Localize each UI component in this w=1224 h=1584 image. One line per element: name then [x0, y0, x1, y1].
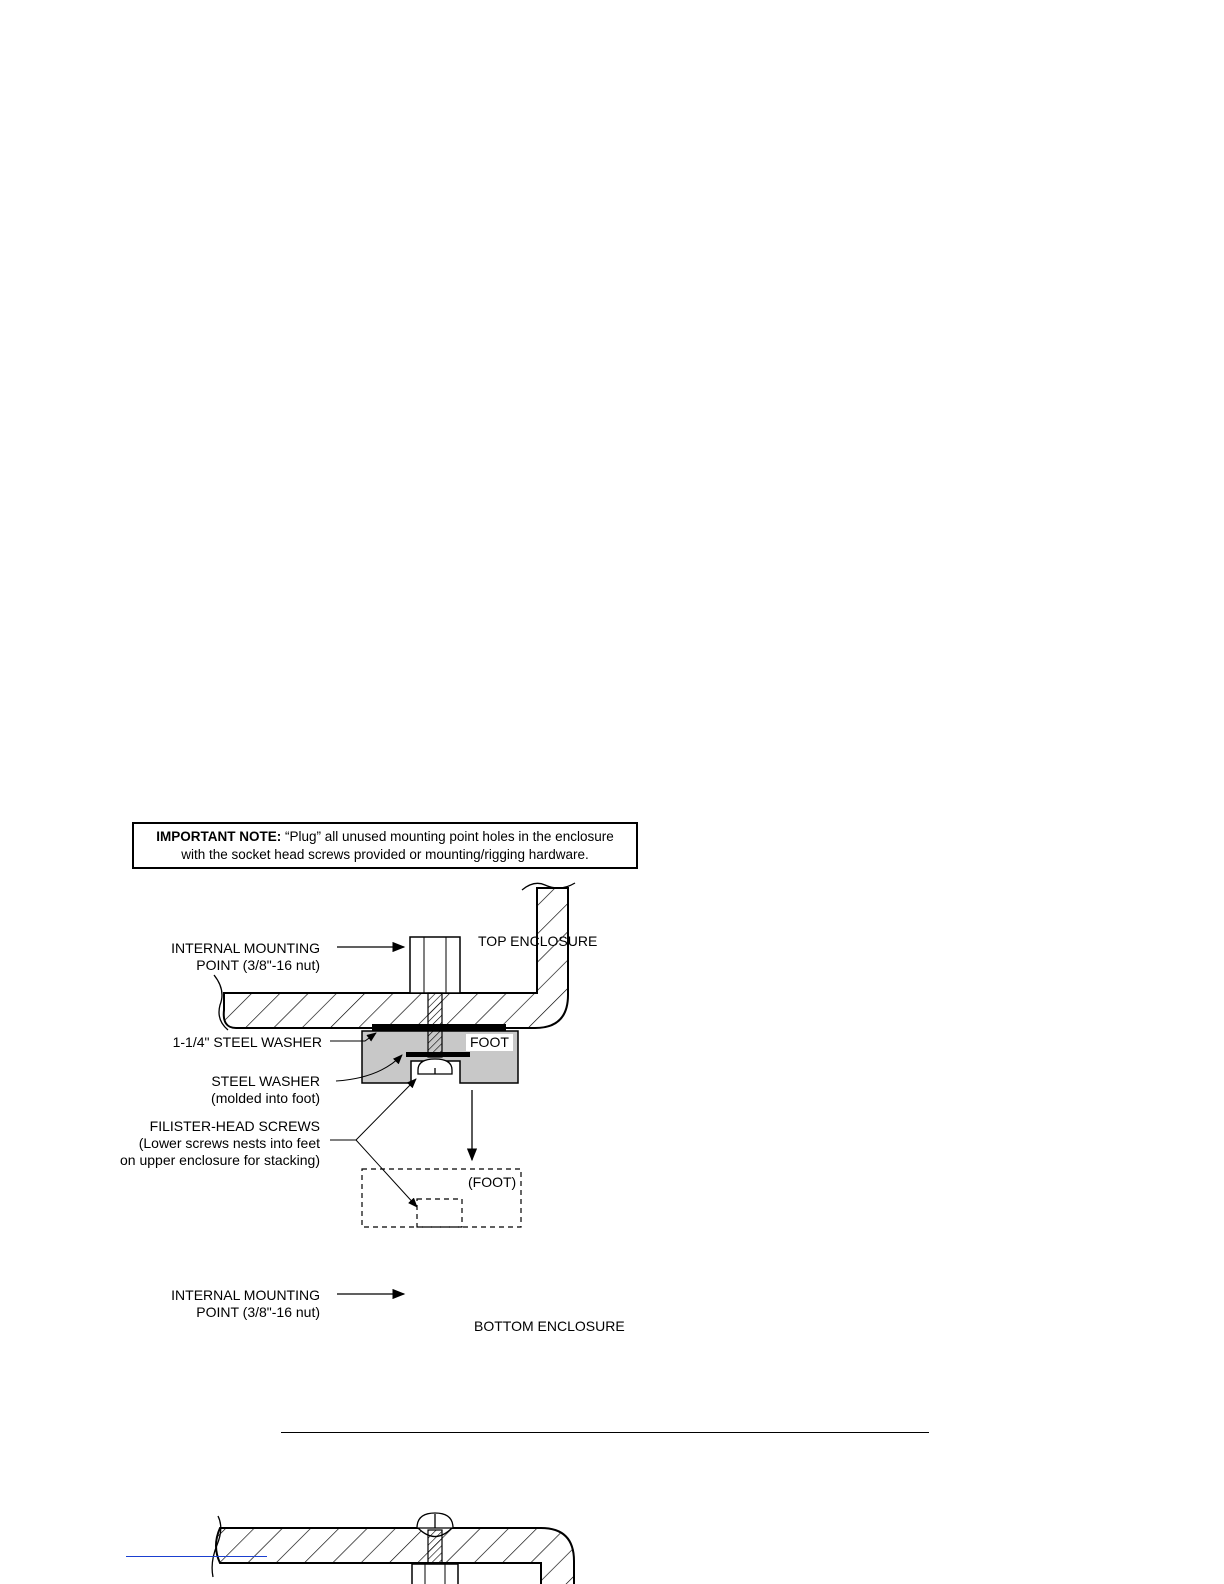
label-internal-mount-top [120, 940, 320, 974]
important-note-box [132, 822, 638, 869]
bottom-internal-nut [412, 1564, 458, 1584]
label-internal-mount-bottom [120, 1287, 320, 1321]
leader-filister-top [356, 1079, 416, 1140]
ghost-washer-outline [417, 1199, 462, 1227]
footer-link-underline[interactable] [126, 1556, 267, 1557]
label-steel-washer-line1: STEEL WASHER [211, 1073, 320, 1089]
label-internal-mount-top-line1: INTERNAL MOUNTING [171, 940, 320, 956]
top-internal-nut [410, 937, 460, 993]
label-foot: FOOT [466, 1034, 513, 1051]
label-bottom-enclosure: BOTTOM ENCLOSURE [470, 1318, 629, 1335]
label-internal-mount-top-line2: POINT (3/8"-16 nut) [196, 957, 320, 973]
footer-rule [281, 1432, 929, 1433]
bottom-enclosure-wall [212, 1516, 574, 1584]
label-filister-line3: on upper enclosure for stacking) [120, 1152, 320, 1168]
label-filister-line1: FILISTER-HEAD SCREWS [149, 1118, 320, 1134]
label-ghost-foot: (FOOT) [468, 1174, 517, 1190]
label-top-enclosure: TOP ENCLOSURE [478, 933, 598, 949]
label-filister-line2: (Lower screws nests into feet [138, 1135, 320, 1151]
label-internal-mount-bottom-line2: POINT (3/8"-16 nut) [196, 1304, 320, 1320]
label-large-steel-washer: 1-1/4" STEEL WASHER [172, 1034, 322, 1050]
note-text-1: “Plug” all unused mounting point holes in the enclosure [285, 829, 614, 844]
note-text-2: with the socket head screws provided or mounting/rigging hardware. [181, 847, 589, 862]
label-steel-washer-line2: (molded into foot) [211, 1090, 320, 1106]
note-heading: IMPORTANT NOTE: [156, 829, 282, 844]
leader-filister-bottom [356, 1140, 417, 1207]
label-internal-mount-bottom-line1: INTERNAL MOUNTING [171, 1287, 320, 1303]
note-line-1 [134, 828, 636, 846]
label-steel-washer [120, 1073, 320, 1107]
label-filister-screws [90, 1118, 320, 1169]
